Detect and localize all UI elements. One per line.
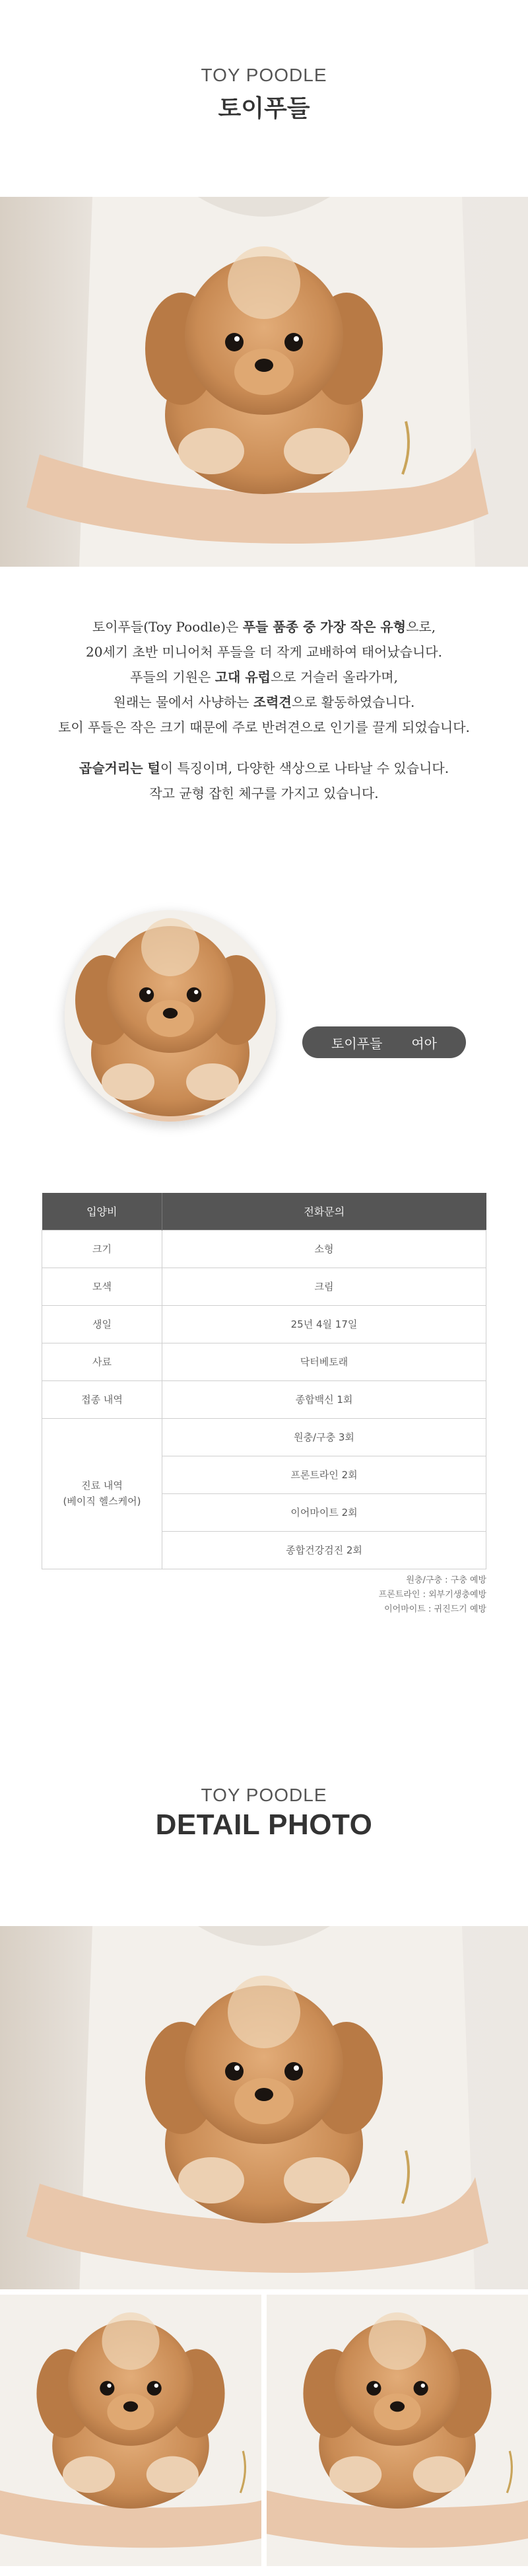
profile-badge xyxy=(302,1026,466,1058)
care-item: 원충/구충 3회 xyxy=(162,1418,486,1456)
table-row xyxy=(42,1305,486,1343)
detail-photo-left xyxy=(0,2295,261,2576)
note-item: 이어마이트 : 귀진드기 예방 xyxy=(384,1604,486,1614)
care-item: 프론트라인 2회 xyxy=(162,1456,486,1493)
row-label: 생일 xyxy=(42,1305,162,1343)
description-emphasis: 곱슬거리는 털 xyxy=(79,760,160,776)
note-item: 원충/구충 : 구충 예방 xyxy=(406,1575,486,1585)
table-row xyxy=(42,1343,486,1380)
row-label: 크기 xyxy=(42,1230,162,1268)
hero-photo xyxy=(0,197,528,567)
description-emphasis: 고대 유럽 xyxy=(214,669,271,685)
description-text: 작고 균형 잡힌 체구를 가지고 있습니다. xyxy=(149,785,379,801)
description-line xyxy=(0,781,528,806)
detail-header xyxy=(0,1785,528,1842)
table-row xyxy=(42,1380,486,1418)
table-header-phone: 전화문의 xyxy=(162,1193,486,1230)
header-ko-title: 토이푸들 xyxy=(218,95,310,122)
profile-avatar xyxy=(65,910,276,1122)
description-line xyxy=(0,614,528,639)
table-row xyxy=(42,1230,486,1268)
description-text: 으로 거슬러 올라가며, xyxy=(270,669,398,685)
care-label-line2: (베이직 헬스케어) xyxy=(63,1495,141,1507)
description-line xyxy=(0,664,528,690)
description-line xyxy=(0,756,528,781)
detail-header-title: DETAIL PHOTO xyxy=(155,1808,373,1841)
row-value: 소형 xyxy=(162,1230,486,1268)
table-row xyxy=(42,1268,486,1305)
header-en-title: TOY POODLE xyxy=(201,65,327,85)
description-text: 푸들의 기원은 xyxy=(130,669,215,685)
detail-photo-right xyxy=(267,2295,528,2576)
detail-photo-large xyxy=(0,1926,528,2289)
description-text: 토이푸들(Toy Poodle)은 xyxy=(92,619,243,635)
care-label xyxy=(42,1418,162,1569)
description-text: 토이 푸들은 작은 크기 때문에 주로 반려견으로 인기를 끌게 되었습니다. xyxy=(58,719,470,735)
profile-sex: 여아 xyxy=(411,1035,437,1052)
profile-breed: 토이푸들 xyxy=(331,1035,383,1052)
description-emphasis: 조력견 xyxy=(253,694,292,710)
row-label: 접종 내역 xyxy=(42,1380,162,1418)
detail-header-en: TOY POODLE xyxy=(201,1785,327,1805)
row-value: 25년 4월 17일 xyxy=(162,1305,486,1343)
table-header-price: 입양비 xyxy=(42,1193,162,1230)
row-value: 종합백신 1회 xyxy=(162,1380,486,1418)
table-notes xyxy=(379,1573,486,1617)
description-line xyxy=(0,639,528,664)
description xyxy=(0,614,528,806)
row-value: 크림 xyxy=(162,1268,486,1305)
description-text: 으로, xyxy=(406,619,436,635)
table-row xyxy=(42,1418,486,1456)
description-text: 원래는 물에서 사냥하는 xyxy=(113,694,253,710)
header xyxy=(0,65,528,124)
description-text: 으로 활동하였습니다. xyxy=(291,694,415,710)
note-item: 프론트라인 : 외부기생충예방 xyxy=(378,1590,486,1600)
care-item: 이어마이트 2회 xyxy=(162,1493,486,1531)
description-gap xyxy=(0,740,528,756)
info-table xyxy=(42,1193,486,1569)
description-line xyxy=(0,715,528,740)
row-value: 닥터베토래 xyxy=(162,1343,486,1380)
description-emphasis: 푸들 품종 중 가장 작은 유형 xyxy=(242,619,407,635)
description-text: 20세기 초반 미니어처 푸들을 더 작게 교배하여 태어났습니다. xyxy=(86,644,442,660)
care-item: 종합건강검진 2회 xyxy=(162,1531,486,1569)
row-label: 사료 xyxy=(42,1343,162,1380)
care-label-line1: 진료 내역 xyxy=(81,1480,123,1491)
row-label: 모색 xyxy=(42,1268,162,1305)
description-text: 이 특징이며, 다양한 색상으로 나타날 수 있습니다. xyxy=(160,760,449,776)
description-line xyxy=(0,690,528,715)
